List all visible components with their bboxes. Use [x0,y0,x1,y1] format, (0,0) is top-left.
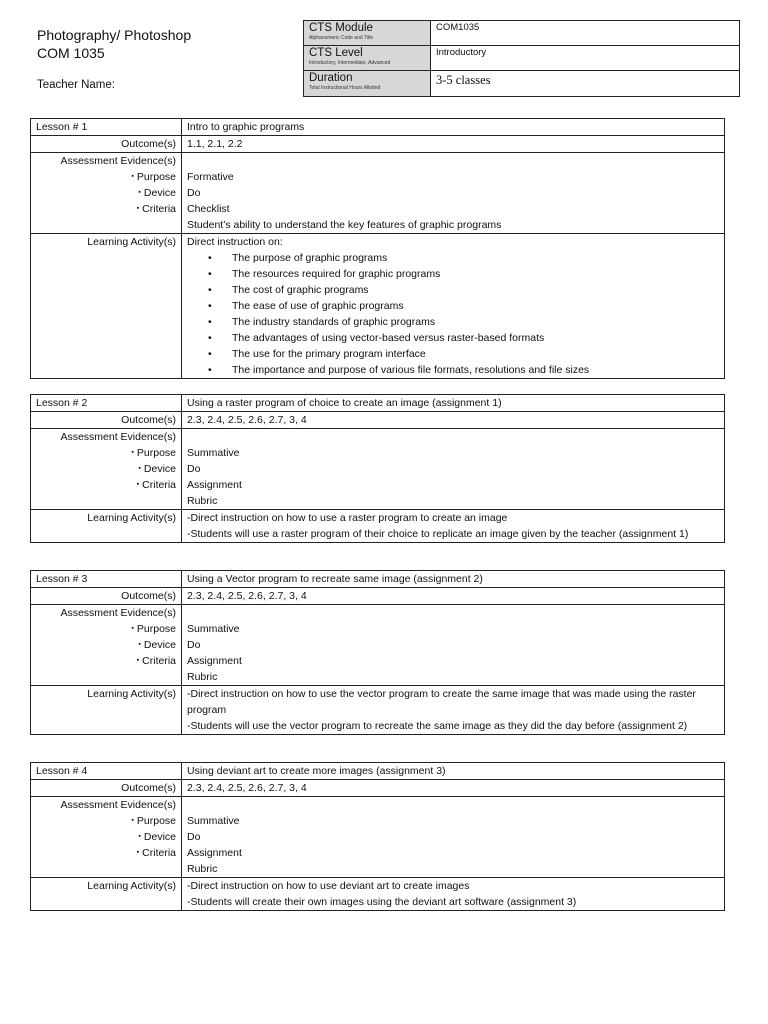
purpose-value: Formative [187,171,234,183]
purpose-value: Summative [187,623,240,635]
assessment-row [31,153,725,234]
learning-activity-label: Learning Activity(s) [31,878,182,911]
outcomes-label: Outcome(s) [31,136,182,153]
list-item: • The importance and purpose of various file formats, resolutions and file sizes [232,362,719,378]
outcomes-row [31,588,725,605]
course-code: COM 1035 [37,45,105,61]
assessment-label: Assessment Evidence(s) [60,155,176,167]
list-item: • The resources required for graphic programs [232,266,719,282]
lesson-number: Lesson # 1 [31,119,182,136]
device-label: Device [143,463,176,475]
list-item: • The use for the primary program interface [232,346,719,362]
activity-line: -Students will create their own images using the deviant art software (assignment 3) [187,896,577,908]
lesson-header-row [31,763,725,780]
bullet-icon: ▪ [138,465,141,472]
device-value: Do [187,187,201,199]
criteria-value: Assignment [187,479,242,491]
outcomes-value: 2.3, 2.4, 2.5, 2.6, 2.7, 3, 4 [182,780,725,797]
lesson-header-row [31,119,725,136]
bullet-icon: ▪ [131,173,134,180]
lesson-title: Using a Vector program to recreate same image (assignment 2) [182,571,725,588]
cts-row-module [304,21,740,46]
assessment-row [31,429,725,510]
cts-row-level [304,46,740,71]
assessment-label: Assessment Evidence(s) [60,607,176,619]
criteria-extra: Rubric [187,671,218,683]
lesson-header-row [31,571,725,588]
learning-activity-label: Learning Activity(s) [31,686,182,735]
learning-activity-row [31,510,725,543]
cts-level-value: Introductory [431,46,740,71]
outcomes-row [31,412,725,429]
list-item: • The advantages of using vector-based versus raster-based formats [232,330,719,346]
device-label: Device [143,187,176,199]
criteria-label: Criteria [142,203,176,215]
list-item: • The cost of graphic programs [232,282,719,298]
learning-activity-row [31,234,725,379]
activity-line: -Direct instruction on how to use deviant art to create images [187,880,470,892]
outcomes-value: 2.3, 2.4, 2.5, 2.6, 2.7, 3, 4 [182,412,725,429]
learning-activity-row [31,878,725,911]
lesson-number: Lesson # 4 [31,763,182,780]
criteria-extra: Rubric [187,863,218,875]
page-title [37,26,191,62]
list-item: • The ease of use of graphic programs [232,298,719,314]
activity-intro: Direct instruction on: [187,236,283,248]
purpose-label: Purpose [136,447,176,459]
lesson-title: Using deviant art to create more images (assignment 3) [182,763,725,780]
cts-duration-label: Duration [309,72,353,84]
device-label: Device [143,639,176,651]
purpose-label: Purpose [136,623,176,635]
lesson-table-4 [30,762,725,911]
learning-activity-label: Learning Activity(s) [31,234,182,379]
bullet-icon: ▪ [138,189,141,196]
lesson-title: Using a raster program of choice to create an image (assignment 1) [182,395,725,412]
list-item: • The purpose of graphic programs [232,250,719,266]
cts-duration-sublabel: Total Instructional Hours Allotted [309,85,381,91]
cts-level-label: CTS Level [309,47,363,59]
lesson-title: Intro to graphic programs [182,119,725,136]
bullet-icon: ▪ [138,641,141,648]
course-title: Photography/ Photoshop [37,27,192,43]
device-value: Do [187,639,201,651]
lesson-table-2 [30,394,725,543]
cts-info-table [303,20,740,97]
assessment-label: Assessment Evidence(s) [60,431,176,443]
bullet-icon: ▪ [136,205,140,212]
outcomes-label: Outcome(s) [31,780,182,797]
bullet-icon: ▪ [131,625,134,632]
activity-line: -Direct instruction on how to use the vector program to create the same image that was made using the raster program [187,688,696,716]
cts-module-sublabel: Alphanumeric Code and Title [309,35,374,41]
purpose-label: Purpose [136,171,176,183]
device-value: Do [187,831,201,843]
purpose-label: Purpose [136,815,176,827]
outcomes-value: 1.1, 2.1, 2.2 [182,136,725,153]
lesson-number: Lesson # 2 [31,395,182,412]
activity-list [187,250,719,378]
bullet-icon: ▪ [138,833,141,840]
lesson-table-1 [30,118,725,379]
bullet-icon: ▪ [136,481,140,488]
criteria-value: Assignment [187,847,242,859]
cts-duration-value: 3-5 classes [431,71,740,97]
lesson-header-row [31,395,725,412]
lesson-table-3 [30,570,725,735]
bullet-icon: ▪ [131,817,134,824]
teacher-name-label: Teacher Name: [37,79,115,91]
criteria-extra: Rubric [187,495,218,507]
purpose-value: Summative [187,447,240,459]
criteria-label: Criteria [142,847,176,859]
lesson-number: Lesson # 3 [31,571,182,588]
cts-module-label: CTS Module [309,22,373,34]
bullet-icon: ▪ [136,657,140,664]
bullet-icon: ▪ [136,849,140,856]
criteria-extra: Student’s ability to understand the key features of graphic programs [187,219,502,231]
outcomes-label: Outcome(s) [31,412,182,429]
cts-row-duration [304,71,740,97]
device-label: Device [143,831,176,843]
cts-module-value: COM1035 [431,21,740,46]
assessment-label: Assessment Evidence(s) [60,799,176,811]
criteria-value: Checklist [187,203,230,215]
outcomes-row [31,136,725,153]
device-value: Do [187,463,201,475]
outcomes-row [31,780,725,797]
learning-activity-label: Learning Activity(s) [31,510,182,543]
assessment-row [31,797,725,878]
activity-line: -Students will use a raster program of their choice to replicate an image given by the teacher (assignment 1) [187,528,689,540]
purpose-value: Summative [187,815,240,827]
outcomes-label: Outcome(s) [31,588,182,605]
criteria-label: Criteria [142,479,176,491]
assessment-row [31,605,725,686]
learning-activity-row [31,686,725,735]
outcomes-value: 2.3, 2.4, 2.5, 2.6, 2.7, 3, 4 [182,588,725,605]
list-item: • The industry standards of graphic programs [232,314,719,330]
activity-line: -Direct instruction on how to use a raster program to create an image [187,512,508,524]
cts-level-sublabel: Introductory, Intermediate, Advanced [309,60,391,66]
activity-line: -Students will use the vector program to recreate the same image as they did the day before (assignment 2) [187,720,688,732]
criteria-value: Assignment [187,655,242,667]
criteria-label: Criteria [142,655,176,667]
bullet-icon: ▪ [131,449,134,456]
